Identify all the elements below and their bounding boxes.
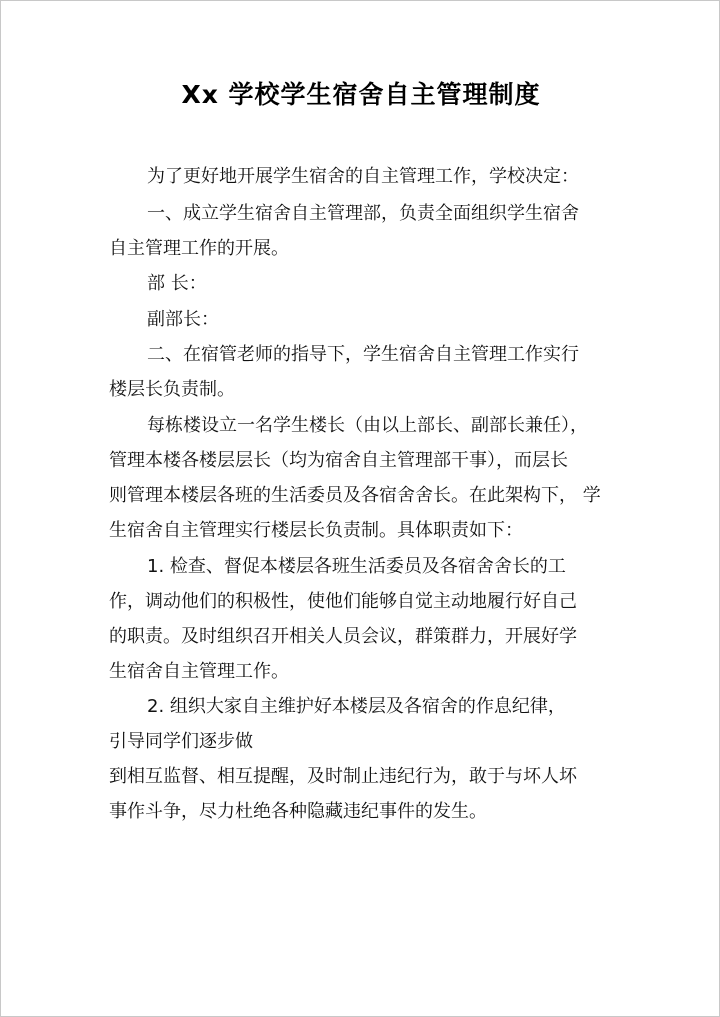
paragraph-line: 楼层长负责制。 <box>109 379 235 400</box>
paragraph-line: 1. 检查、督促本楼层各班生活委员及各宿舍舍长的工 <box>147 556 566 577</box>
paragraph-line: 管理本楼各楼层层长（均为宿舍自主管理部干事），而层长 <box>109 450 568 471</box>
paragraph-line: 部 长： <box>147 273 207 294</box>
document-title: Xx 学校学生宿舍自主管理制度 <box>181 80 541 109</box>
paragraph-line: 2. 组织大家自主维护好本楼层及各宿舍的作息纪律， <box>147 696 566 717</box>
paragraph-line: 每栋楼设立一名学生楼长（由以上部长、副部长兼任）， <box>147 415 588 436</box>
paragraph-line: 一、成立学生宿舍自主管理部，负责全面组织学生宿舍 <box>147 203 579 224</box>
paragraph-line: 到相互监督、相互提醒，及时制止违纪行为，敢于与坏人坏 <box>109 766 577 787</box>
paragraph-line: 作，调动他们的积极性，使他们能够自觉主动地履行好自己 <box>109 591 577 612</box>
paragraph-line: 副部长： <box>147 309 219 330</box>
paragraph-line: 的职责。及时组织召开相关人员会议，群策群力，开展好学 <box>109 626 577 647</box>
paragraph-line: 生宿舍自主管理工作。 <box>109 661 289 682</box>
paragraph-line: 为了更好地开展学生宿舍的自主管理工作，学校决定： <box>147 166 579 187</box>
paragraph-line: 引导同学们逐步做 <box>109 731 253 752</box>
paragraph-line: 自主管理工作的开展。 <box>109 238 289 259</box>
paragraph-line: 则管理本楼层各班的生活委员及各宿舍舍长。在此架构下， 学 <box>109 485 601 506</box>
paragraph-line: 二、在宿管老师的指导下，学生宿舍自主管理工作实行 <box>147 344 579 365</box>
paragraph-line: 生宿舍自主管理实行楼层长负责制。具体职责如下： <box>109 520 523 541</box>
paragraph-line: 事作斗争，尽力杜绝各种隐藏违纪事件的发生。 <box>109 801 487 822</box>
